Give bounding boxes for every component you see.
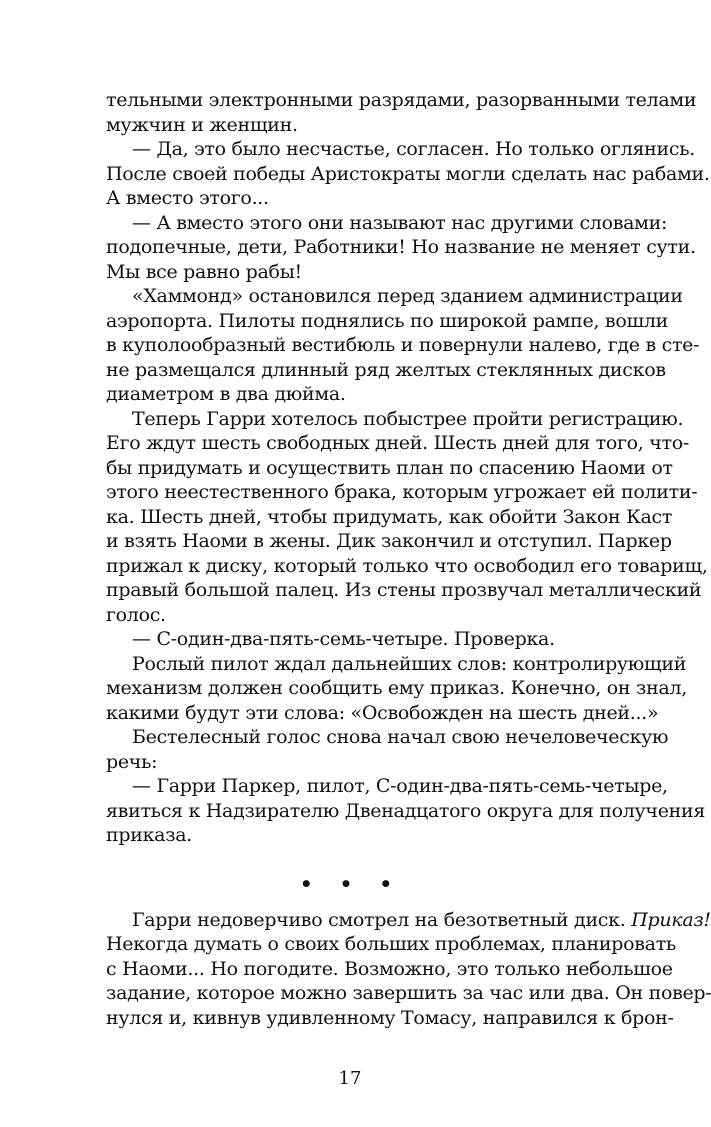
book-page-text — [106, 88, 711, 1030]
text-line: в куполообразный вестибюль и повернули налево, где в сте- — [106, 334, 700, 356]
text-line — [106, 908, 711, 933]
emphasis-text: Приказ! — [631, 908, 711, 931]
paragraph-6 — [106, 627, 596, 652]
text-line: А вместо этого... — [106, 187, 269, 209]
text-line: «Хаммонд» остановился перед зданием администрации — [132, 285, 683, 307]
text-line: с Наоми... Но погодите. Возможно, это только небольшое — [106, 957, 673, 980]
text-line: — С-один-два-пять-семь-четыре. Проверка. — [132, 628, 555, 650]
text-line: какими будут эти слова: «Освобожден на шесть дней...» — [106, 701, 659, 724]
text-line: задание, которое можно завершить за час или два. Он повер- — [106, 982, 711, 1004]
page-number: 17 — [338, 1068, 362, 1089]
text-line: речь: — [106, 750, 158, 773]
text-line: После своей победы Аристократы могли сделать нас рабами. — [106, 162, 710, 185]
text-line: приказа. — [106, 824, 193, 846]
text-line: подопечные, дети, Работники! Но название не меняет сути. — [106, 236, 696, 258]
text-fragment: Гарри недоверчиво смотрел на безответный диск. — [132, 908, 626, 931]
text-line: этого неестественного брака, которым угрожает ей полити- — [106, 481, 698, 503]
text-line: механизм должен сообщить ему приказ. Конечно, он знал, — [106, 677, 687, 699]
paragraph-1 — [106, 88, 697, 137]
text-line: и взять Наоми в жены. Дик закончил и отступил. Паркер — [106, 530, 672, 552]
paragraph-7 — [106, 652, 687, 726]
paragraph-5 — [106, 407, 708, 628]
text-line: ка. Шесть дней, чтобы придумать, как обойти Закон Каст — [106, 505, 673, 528]
paragraph-2 — [106, 137, 710, 211]
paragraph-9 — [106, 774, 706, 848]
text-line: мужчин и женщин. — [106, 113, 298, 136]
text-line: бы придумать и осуществить план по спасению Наоми от — [106, 456, 673, 479]
text-line: — Гарри Паркер, пилот, С-один-два-пять-семь-четыре, — [132, 775, 668, 797]
text-line: не размещался длинный ряд желтых стеклянных дисков — [106, 358, 666, 381]
paragraph-4 — [106, 284, 700, 407]
paragraph-8 — [106, 725, 669, 774]
text-line: Его ждут шесть свободных дней. Шесть дней для того, что- — [106, 432, 690, 454]
text-line: Рослый пилот ждал дальнейших слов: контролирующий — [132, 652, 687, 675]
paragraph-3 — [106, 211, 696, 285]
text-line: прижал к диску, который только что освободил его товарищ, — [106, 554, 708, 577]
paragraph-10 — [106, 908, 711, 1031]
text-line: аэропорта. Пилоты поднялись по широкой рампе, вошли — [106, 309, 668, 332]
text-line: — А вместо этого они называют нас другими словами: — [132, 211, 668, 234]
text-line: Некогда думать о своих больших проблемах, планировать — [106, 933, 676, 955]
text-line: тельными электронными разрядами, разорванными телами — [106, 89, 697, 111]
text-line: Мы все равно рабы! — [106, 260, 302, 283]
text-line: нулся и, кивнув удивленному Томасу, направился к брон- — [106, 1006, 674, 1029]
text-line: Теперь Гарри хотелось побыстрее пройти регистрацию. — [132, 407, 684, 430]
section-separator: • • • — [299, 871, 403, 896]
text-line: — Да, это было несчастье, согласен. Но только оглянись. — [132, 138, 696, 160]
text-line: Бестелесный голос снова начал свою нечеловеческую — [132, 726, 669, 748]
text-line: явиться к Надзирателю Двенадцатого округа для получения — [106, 799, 706, 822]
text-line: диаметром в два дюйма. — [106, 383, 346, 405]
text-line: голос. — [106, 603, 166, 626]
text-line: правый большой палец. Из стены прозвучал металлический — [106, 579, 702, 601]
